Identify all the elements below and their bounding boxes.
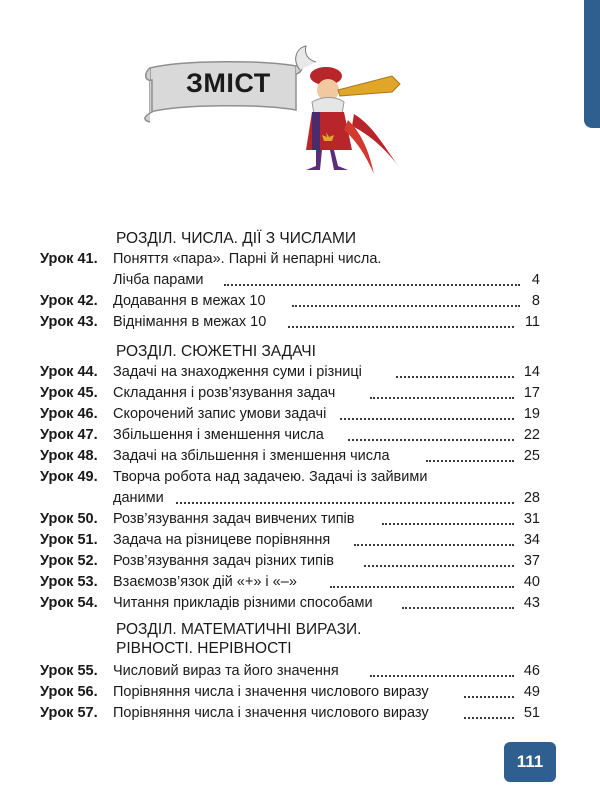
lesson-label: Урок 46.: [40, 406, 98, 422]
lesson-label: Урок 47.: [40, 427, 98, 443]
page-number: 28: [523, 490, 540, 506]
dot-leader: [288, 326, 514, 328]
lesson-title: Числовий вираз та його значення: [113, 663, 339, 679]
section-heading: РОЗДІЛ. СЮЖЕТНІ ЗАДАЧІ: [116, 343, 316, 360]
lesson-label: Урок 42.: [40, 293, 98, 309]
page-edge-tab: [584, 0, 600, 128]
page-number: 46: [523, 663, 540, 679]
dot-leader: [426, 460, 514, 462]
page-number: 22: [523, 427, 540, 443]
lesson-title: Задачі на збільшення і зменшення числа: [113, 448, 390, 464]
lesson-label: Урок 43.: [40, 314, 98, 330]
page-number: 4: [531, 272, 540, 288]
toc-entry-continuation[interactable]: [40, 488, 540, 509]
toc-entry[interactable]: [40, 682, 540, 703]
page-number: 37: [523, 553, 540, 569]
lesson-title: Складання і розв’язування задач: [113, 385, 336, 401]
page-number: 8: [531, 293, 540, 309]
toc-entry[interactable]: [40, 291, 540, 312]
lesson-title: Читання прикладів різними способами: [113, 595, 373, 611]
toc-entry-continuation[interactable]: [40, 270, 540, 291]
toc-entry[interactable]: [40, 703, 540, 724]
page-number: 14: [523, 364, 540, 380]
dot-leader: [292, 305, 520, 307]
page-number: 40: [523, 574, 540, 590]
dot-leader: [396, 376, 514, 378]
lesson-title: Порівняння числа і значення числового виразу: [113, 705, 429, 721]
toc-entry[interactable]: [40, 446, 540, 467]
dot-leader: [464, 717, 514, 719]
lesson-title: Лічба парами: [113, 272, 204, 288]
lesson-label: Урок 51.: [40, 532, 98, 548]
dot-leader: [370, 397, 514, 399]
section-heading: РОЗДІЛ. МАТЕМАТИЧНІ ВИРАЗИ. РІВНОСТІ. НЕРІВНОСТІ: [116, 621, 362, 657]
lesson-label: Урок 52.: [40, 553, 98, 569]
toc-entry[interactable]: [40, 572, 540, 593]
lesson-title: Збільшення і зменшення числа: [113, 427, 324, 443]
toc-entry[interactable]: [40, 362, 540, 383]
lesson-label: Урок 49.: [40, 469, 98, 485]
lesson-title: Поняття «пара». Парні й непарні числа.: [113, 251, 382, 267]
toc-entry[interactable]: [40, 467, 540, 488]
dot-leader: [330, 586, 514, 588]
lesson-title: Творча робота над задачею. Задачі із зайвими: [113, 469, 428, 485]
toc-entry[interactable]: [40, 383, 540, 404]
page-number-badge: 111: [504, 742, 556, 782]
page-number: 51: [523, 705, 540, 721]
lesson-label: Урок 50.: [40, 511, 98, 527]
page-number: 49: [523, 684, 540, 700]
lesson-title: Скорочений запис умови задачі: [113, 406, 327, 422]
toc-entry[interactable]: [40, 551, 540, 572]
toc-entry[interactable]: [40, 404, 540, 425]
page-number: 43: [523, 595, 540, 611]
toc-entry[interactable]: [40, 249, 540, 270]
dot-leader: [176, 502, 514, 504]
lesson-label: Урок 45.: [40, 385, 98, 401]
dot-leader: [354, 544, 514, 546]
lesson-title: Порівняння числа і значення числового виразу: [113, 684, 429, 700]
dot-leader: [464, 696, 514, 698]
lesson-title: Взаємозв’язок дій «+» і «–»: [113, 574, 297, 590]
lesson-label: Урок 53.: [40, 574, 98, 590]
dot-leader: [224, 284, 520, 286]
herald-illustration: [282, 40, 422, 180]
lesson-label: Урок 57.: [40, 705, 98, 721]
lesson-label: Урок 48.: [40, 448, 98, 464]
toc-entry[interactable]: [40, 593, 540, 614]
page-number: 31: [523, 511, 540, 527]
toc-entry[interactable]: [40, 425, 540, 446]
dot-leader: [402, 607, 514, 609]
page-number: 11: [524, 314, 540, 330]
toc-entry[interactable]: [40, 509, 540, 530]
dot-leader: [348, 439, 514, 441]
lesson-label: Урок 54.: [40, 595, 98, 611]
page-number: 25: [523, 448, 540, 464]
lesson-title: Розв’язування задач вивчених типів: [113, 511, 355, 527]
toc-entry[interactable]: [40, 661, 540, 682]
lesson-label: Урок 44.: [40, 364, 98, 380]
lesson-label: Урок 55.: [40, 663, 98, 679]
dot-leader: [340, 418, 514, 420]
toc-entry[interactable]: [40, 530, 540, 551]
page-number: 19: [523, 406, 540, 422]
dot-leader: [382, 523, 514, 525]
lesson-title: Розв’язування задач різних типів: [113, 553, 334, 569]
lesson-title: Задача на різницеве порівняння: [113, 532, 331, 548]
lesson-title: даними: [113, 490, 164, 506]
lesson-title: Додавання в межах 10: [113, 293, 266, 309]
page-number: 34: [523, 532, 540, 548]
lesson-label: Урок 41.: [40, 251, 98, 267]
lesson-label: Урок 56.: [40, 684, 98, 700]
section-heading: РОЗДІЛ. ЧИСЛА. ДІЇ З ЧИСЛАМИ: [116, 230, 357, 247]
page-title: ЗМІСТ: [186, 68, 271, 98]
page-number: 17: [523, 385, 540, 401]
lesson-title: Задачі на знаходження суми і різниці: [113, 364, 362, 380]
dot-leader: [370, 675, 514, 677]
toc-entry[interactable]: [40, 312, 540, 333]
dot-leader: [364, 565, 514, 567]
lesson-title: Віднімання в межах 10: [113, 314, 267, 330]
